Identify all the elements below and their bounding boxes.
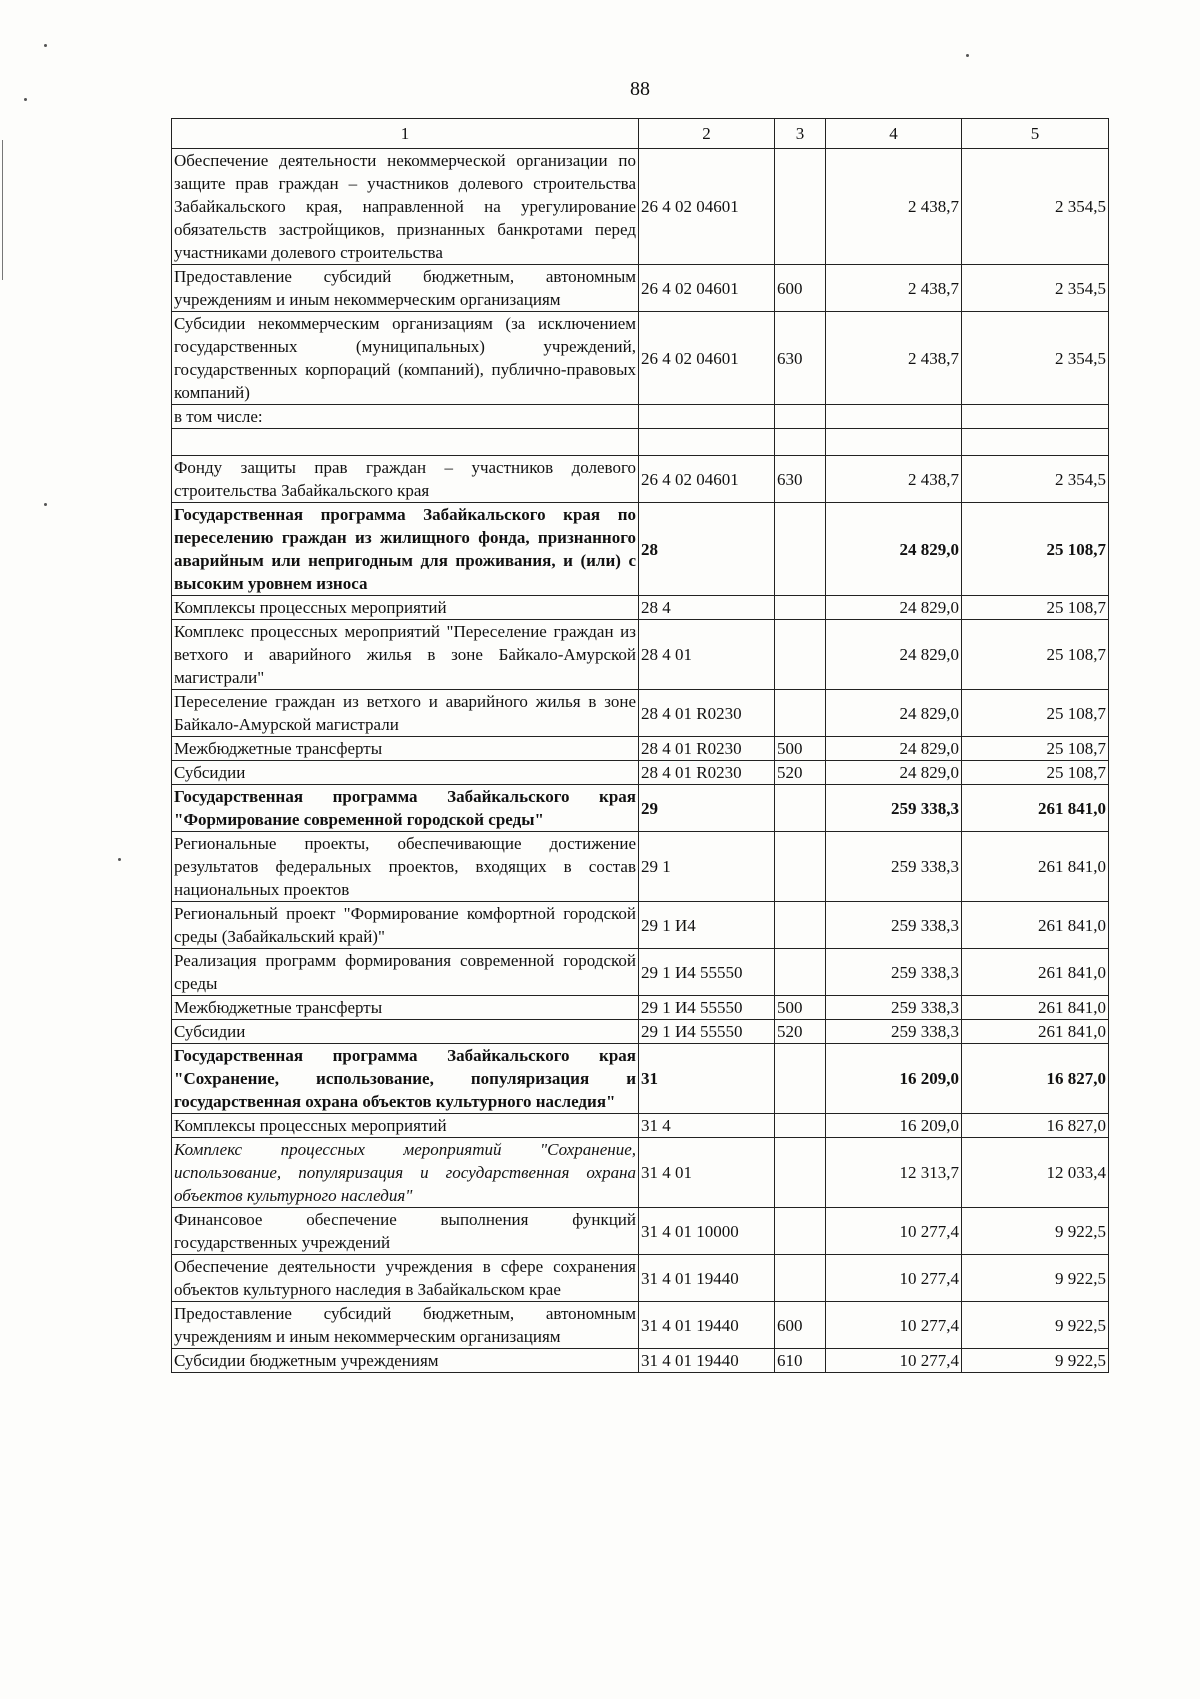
cell-name: Региональные проекты, обеспечивающие достижение результатов федеральных проектов, входящих в состав национальных проектов	[172, 832, 639, 902]
cell-code: 31	[639, 1044, 775, 1114]
scan-speck	[118, 858, 121, 861]
cell-v4	[826, 405, 962, 429]
column-header-5: 5	[962, 119, 1109, 149]
cell-v4: 259 338,3	[826, 832, 962, 902]
cell-v4: 10 277,4	[826, 1349, 962, 1373]
cell-v4: 16 209,0	[826, 1114, 962, 1138]
table-row	[172, 620, 1109, 690]
cell-v4: 2 438,7	[826, 149, 962, 265]
cell-v5: 25 108,7	[962, 620, 1109, 690]
table-row	[172, 503, 1109, 596]
cell-vr	[775, 832, 826, 902]
cell-vr: 630	[775, 456, 826, 503]
cell-name: Обеспечение деятельности некоммерческой организации по защите прав граждан – участников долевого строительства Забайкальского края, направленной на урегулирование обязательств застройщиков, признанных банкротами перед участниками долевого строительства	[172, 149, 639, 265]
cell-v5: 9 922,5	[962, 1349, 1109, 1373]
cell-v4: 2 438,7	[826, 265, 962, 312]
table-row	[172, 1114, 1109, 1138]
cell-v4: 259 338,3	[826, 785, 962, 832]
cell-code: 29 1 И4 55550	[639, 996, 775, 1020]
cell-name: Государственная программа Забайкальского края по переселению граждан из жилищного фонда, признанного аварийным или непригодным для проживания, и (или) с высоким уровнем износа	[172, 503, 639, 596]
cell-vr	[775, 1255, 826, 1302]
cell-v5	[962, 429, 1109, 456]
cell-v4: 24 829,0	[826, 503, 962, 596]
cell-code: 29 1	[639, 832, 775, 902]
cell-name: Комплексы процессных мероприятий	[172, 596, 639, 620]
cell-name: Межбюджетные трансферты	[172, 737, 639, 761]
cell-code: 28	[639, 503, 775, 596]
cell-name: Субсидии бюджетным учреждениям	[172, 1349, 639, 1373]
cell-vr	[775, 1114, 826, 1138]
cell-vr	[775, 149, 826, 265]
table-row	[172, 1349, 1109, 1373]
cell-v5: 9 922,5	[962, 1255, 1109, 1302]
cell-name: Фонду защиты прав граждан – участников долевого строительства Забайкальского края	[172, 456, 639, 503]
cell-vr: 500	[775, 737, 826, 761]
cell-code: 31 4 01 19440	[639, 1302, 775, 1349]
cell-v5: 2 354,5	[962, 456, 1109, 503]
cell-code: 29 1 И4 55550	[639, 1020, 775, 1044]
table-row	[172, 737, 1109, 761]
cell-v5: 261 841,0	[962, 785, 1109, 832]
cell-vr: 600	[775, 1302, 826, 1349]
cell-vr: 520	[775, 1020, 826, 1044]
table-row	[172, 1302, 1109, 1349]
page-number: 88	[630, 78, 650, 100]
table-row	[172, 429, 1109, 456]
column-header-2: 2	[639, 119, 775, 149]
cell-vr	[775, 620, 826, 690]
cell-name: Региональный проект "Формирование комфортной городской среды (Забайкальский край)"	[172, 902, 639, 949]
cell-v5: 25 108,7	[962, 596, 1109, 620]
cell-vr	[775, 690, 826, 737]
header-row	[172, 119, 1109, 149]
cell-v5: 261 841,0	[962, 832, 1109, 902]
column-header-4: 4	[826, 119, 962, 149]
table-row	[172, 1255, 1109, 1302]
table-row	[172, 949, 1109, 996]
cell-v5: 25 108,7	[962, 737, 1109, 761]
cell-v5: 2 354,5	[962, 265, 1109, 312]
cell-v4: 10 277,4	[826, 1208, 962, 1255]
cell-v4: 24 829,0	[826, 761, 962, 785]
table-row	[172, 1044, 1109, 1114]
cell-vr	[775, 429, 826, 456]
cell-vr	[775, 785, 826, 832]
table-row	[172, 996, 1109, 1020]
table-body	[172, 149, 1109, 1373]
cell-vr	[775, 405, 826, 429]
cell-vr: 630	[775, 312, 826, 405]
cell-vr: 610	[775, 1349, 826, 1373]
table-row	[172, 265, 1109, 312]
cell-v4: 10 277,4	[826, 1302, 962, 1349]
cell-v4: 2 438,7	[826, 312, 962, 405]
cell-code: 26 4 02 04601	[639, 312, 775, 405]
cell-v5: 2 354,5	[962, 312, 1109, 405]
cell-code: 28 4 01 R0230	[639, 690, 775, 737]
cell-v4: 16 209,0	[826, 1044, 962, 1114]
cell-v5: 16 827,0	[962, 1114, 1109, 1138]
table-row	[172, 312, 1109, 405]
cell-name: Государственная программа Забайкальского края "Сохранение, использование, популяризация и государственная охрана объектов культурного наследия"	[172, 1044, 639, 1114]
table-row	[172, 1020, 1109, 1044]
cell-v5: 2 354,5	[962, 149, 1109, 265]
table-row	[172, 456, 1109, 503]
cell-name: Комплекс процессных мероприятий "Переселение граждан из ветхого и аварийного жилья в зоне Байкало-Амурской магистрали"	[172, 620, 639, 690]
cell-vr	[775, 1208, 826, 1255]
cell-code: 31 4	[639, 1114, 775, 1138]
table-row	[172, 1138, 1109, 1208]
scan-speck	[24, 98, 27, 101]
cell-code: 28 4 01 R0230	[639, 737, 775, 761]
cell-code: 28 4 01 R0230	[639, 761, 775, 785]
cell-code: 29 1 И4 55550	[639, 949, 775, 996]
cell-vr: 600	[775, 265, 826, 312]
cell-v4: 24 829,0	[826, 737, 962, 761]
cell-name: Субсидии	[172, 1020, 639, 1044]
table-row	[172, 149, 1109, 265]
table-row	[172, 405, 1109, 429]
cell-name: Реализация программ формирования современной городской среды	[172, 949, 639, 996]
cell-v5: 9 922,5	[962, 1208, 1109, 1255]
cell-v5: 261 841,0	[962, 902, 1109, 949]
table-row	[172, 902, 1109, 949]
cell-v4: 12 313,7	[826, 1138, 962, 1208]
cell-v5: 261 841,0	[962, 996, 1109, 1020]
scan-edge-mark	[2, 140, 3, 280]
cell-name: Предоставление субсидий бюджетным, автономным учреждениям и иным некоммерческим организациям	[172, 265, 639, 312]
cell-v4	[826, 429, 962, 456]
cell-name: Обеспечение деятельности учреждения в сфере сохранения объектов культурного наследия в Забайкальском крае	[172, 1255, 639, 1302]
cell-code: 29	[639, 785, 775, 832]
cell-v4: 259 338,3	[826, 949, 962, 996]
table-row	[172, 690, 1109, 737]
cell-name: Государственная программа Забайкальского края "Формирование современной городской среды"	[172, 785, 639, 832]
cell-code: 28 4 01	[639, 620, 775, 690]
cell-v5: 16 827,0	[962, 1044, 1109, 1114]
cell-vr: 520	[775, 761, 826, 785]
cell-v5: 25 108,7	[962, 503, 1109, 596]
cell-v4: 259 338,3	[826, 902, 962, 949]
cell-code	[639, 405, 775, 429]
cell-code: 26 4 02 04601	[639, 265, 775, 312]
cell-v4: 24 829,0	[826, 620, 962, 690]
cell-name: Межбюджетные трансферты	[172, 996, 639, 1020]
cell-code: 31 4 01	[639, 1138, 775, 1208]
cell-vr: 500	[775, 996, 826, 1020]
cell-v4: 10 277,4	[826, 1255, 962, 1302]
cell-v5: 12 033,4	[962, 1138, 1109, 1208]
scan-speck	[44, 44, 47, 47]
cell-v5: 261 841,0	[962, 949, 1109, 996]
cell-v5: 9 922,5	[962, 1302, 1109, 1349]
cell-v5: 25 108,7	[962, 761, 1109, 785]
cell-v4: 2 438,7	[826, 456, 962, 503]
cell-v5: 25 108,7	[962, 690, 1109, 737]
table-row	[172, 596, 1109, 620]
cell-v4: 24 829,0	[826, 596, 962, 620]
cell-vr	[775, 503, 826, 596]
cell-code: 31 4 01 10000	[639, 1208, 775, 1255]
table-row	[172, 761, 1109, 785]
cell-vr	[775, 902, 826, 949]
scan-speck	[44, 503, 47, 506]
cell-name: Субсидии	[172, 761, 639, 785]
cell-name: Комплексы процессных мероприятий	[172, 1114, 639, 1138]
cell-name: Субсидии некоммерческим организациям (за исключением государственных (муниципальных) учреждений, государственных корпораций (компаний), публично-правовых компаний)	[172, 312, 639, 405]
cell-v4: 24 829,0	[826, 690, 962, 737]
cell-v5: 261 841,0	[962, 1020, 1109, 1044]
cell-v4: 259 338,3	[826, 1020, 962, 1044]
cell-name: в том числе:	[172, 405, 639, 429]
cell-name: Предоставление субсидий бюджетным, автономным учреждениям и иным некоммерческим организациям	[172, 1302, 639, 1349]
cell-name: Переселение граждан из ветхого и аварийного жилья в зоне Байкало-Амурской магистрали	[172, 690, 639, 737]
cell-vr	[775, 949, 826, 996]
table-row	[172, 785, 1109, 832]
cell-name: Комплекс процессных мероприятий "Сохранение, использование, популяризация и государственная охрана объектов культурного наследия"	[172, 1138, 639, 1208]
cell-code: 31 4 01 19440	[639, 1255, 775, 1302]
scan-speck	[966, 54, 969, 57]
table-row	[172, 1208, 1109, 1255]
cell-code	[639, 429, 775, 456]
column-header-3: 3	[775, 119, 826, 149]
cell-code: 28 4	[639, 596, 775, 620]
cell-vr	[775, 1044, 826, 1114]
budget-table	[171, 118, 1109, 1373]
table-row	[172, 832, 1109, 902]
cell-vr	[775, 1138, 826, 1208]
cell-code: 29 1 И4	[639, 902, 775, 949]
cell-code: 26 4 02 04601	[639, 456, 775, 503]
cell-v4: 259 338,3	[826, 996, 962, 1020]
cell-code: 31 4 01 19440	[639, 1349, 775, 1373]
cell-vr	[775, 596, 826, 620]
column-header-1: 1	[172, 119, 639, 149]
cell-name: Финансовое обеспечение выполнения функций государственных учреждений	[172, 1208, 639, 1255]
cell-code: 26 4 02 04601	[639, 149, 775, 265]
cell-v5	[962, 405, 1109, 429]
cell-name	[172, 429, 639, 456]
